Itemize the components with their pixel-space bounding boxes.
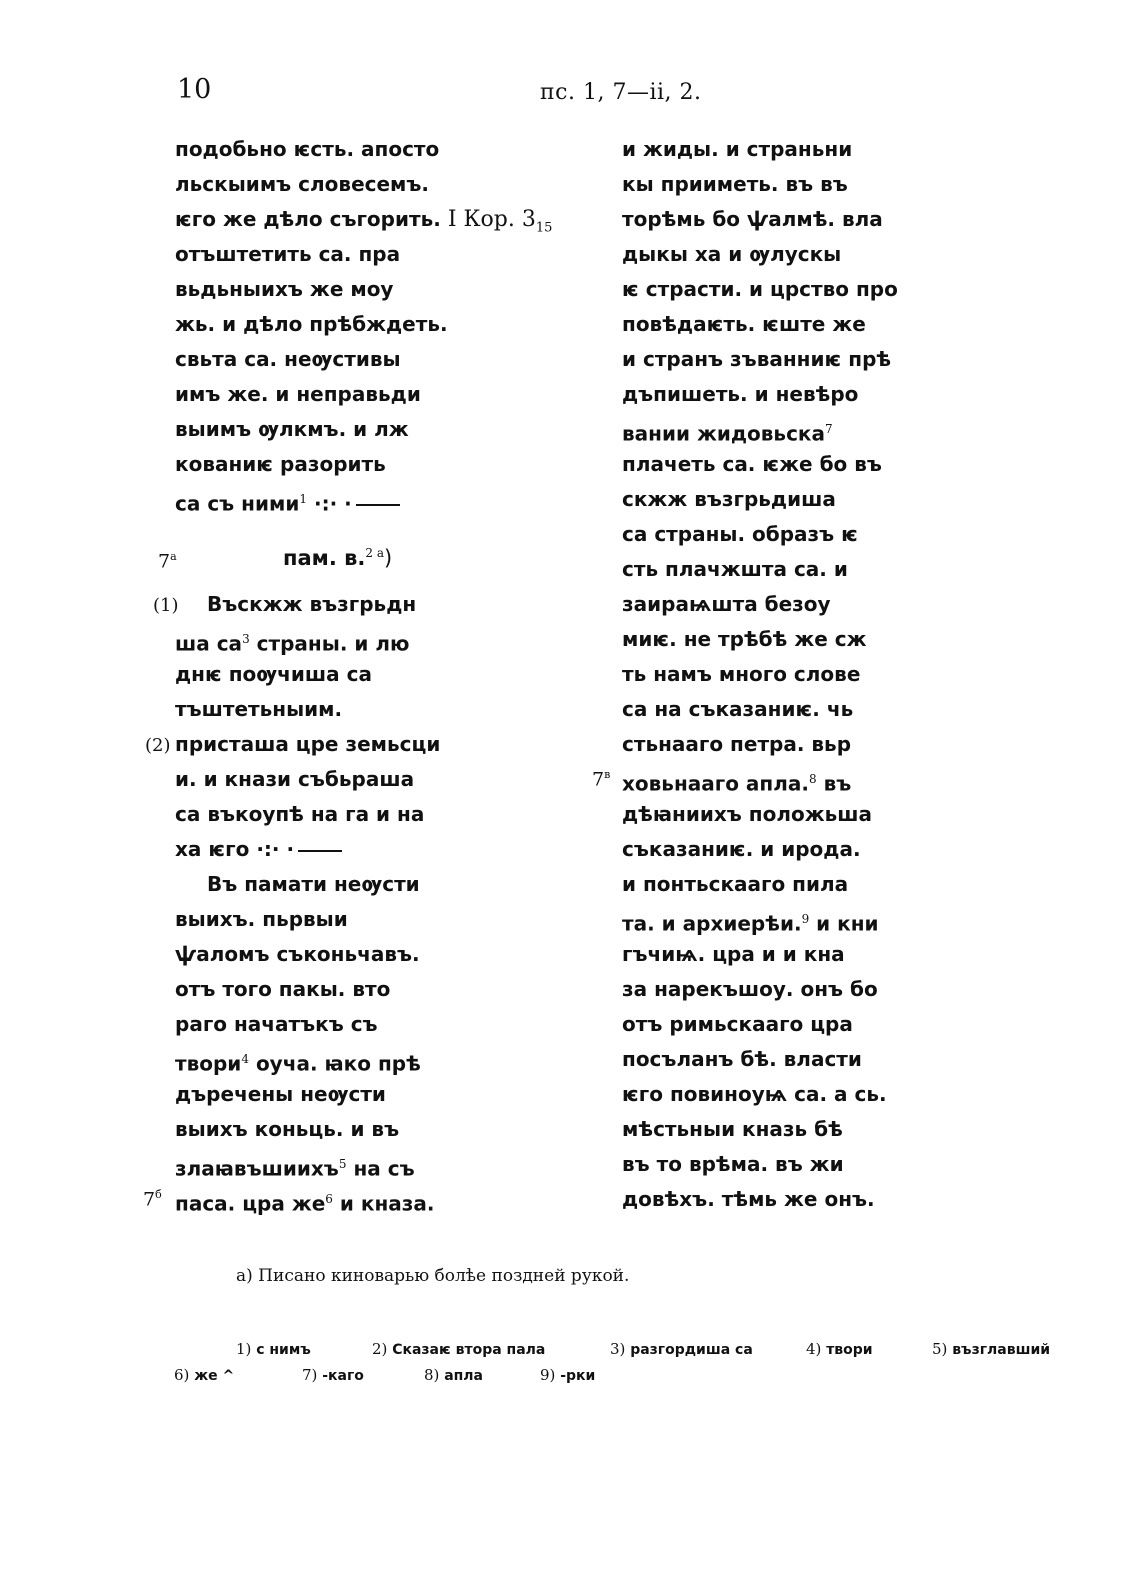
text-line: скжж възгрьдиша (622, 487, 836, 511)
footnote-item (610, 1340, 753, 1358)
text-line-content: ѥго же дѣло съгорить. (175, 207, 441, 231)
text-line: выимъ ѹлкмъ. и лж (175, 417, 409, 441)
footnote-number: 7) (302, 1366, 318, 1384)
text-line: днѥ поѹчиша са (175, 662, 372, 686)
text-line (175, 207, 552, 240)
text-line: отъ того пакы. вто (175, 977, 391, 1001)
footnote-ref: 3 (242, 632, 250, 646)
footnote-number: 1) (236, 1340, 252, 1358)
end-mark: ·:· · (256, 837, 295, 861)
footnote-number: 2) (372, 1340, 388, 1358)
marker-number: 7 (143, 1188, 156, 1211)
text-line: посъланъ бѣ. власти (622, 1047, 862, 1071)
end-rule (356, 504, 400, 506)
text-line: тъштетьныим. (175, 697, 343, 721)
text-line: ѥ страсти. и црство про (622, 277, 898, 301)
text-line (175, 487, 400, 516)
scripture-reference (447, 207, 553, 236)
text-line: са въкоупѣ на га и на (175, 802, 425, 826)
text-line: гъчиѩ. цра и и кна (622, 942, 845, 966)
text-line: подобьно ѥсть. апосто (175, 137, 440, 161)
text-line: кованиѥ разорить (175, 452, 386, 476)
footnote-item (302, 1366, 364, 1384)
marker-letter: б (155, 1188, 162, 1201)
text-line: стьнааго петра. вьр (622, 732, 852, 756)
footnote-item (236, 1340, 311, 1358)
footnote-variant: възглавший (952, 1342, 1051, 1358)
end-rule (298, 850, 342, 852)
text-line: и. и кнази събьраша (175, 767, 415, 791)
marker-letter: а (170, 550, 177, 563)
text-line: съказаниѥ. и ирода. (622, 837, 861, 861)
text-line: выихъ. пьрвыи (175, 907, 348, 931)
text-line: повѣдаѥть. ѥште же (622, 312, 866, 336)
text-line: вьдьныихъ же моу (175, 277, 394, 301)
footnote-variant: с нимъ (256, 1342, 311, 1358)
footnote-variant: Сказаѥ втора пала (392, 1342, 546, 1358)
text-line: имъ же. и неправьди (175, 382, 421, 406)
margin-marker-7b (143, 1188, 162, 1210)
footnote-item (372, 1340, 545, 1358)
footnote-variant: же ^ (194, 1368, 235, 1384)
text-line: плачеть са. ѥже бо въ (622, 452, 882, 476)
heading-footnote-ref: 2 а (365, 546, 385, 560)
text-line: и странъ зъванниѥ прѣ (622, 347, 892, 371)
text-line: ѥго повиноуѩ са. а сь. (622, 1082, 887, 1106)
margin-marker-7a (158, 550, 177, 572)
text-line-content: ша са (175, 631, 243, 656)
text-line-content: паса. цра же (175, 1191, 326, 1216)
text-line-content: са съ ними (175, 491, 300, 516)
running-head: пс. 1, 7—ii, 2. (540, 80, 702, 105)
footnote-number: 6) (174, 1366, 190, 1384)
text-line-content: и кни (816, 911, 879, 936)
text-line-content: въ (823, 771, 852, 796)
footnote-variant: -каго (322, 1368, 364, 1384)
footnote-variant: апла (444, 1368, 484, 1384)
footnote-ref: 4 (241, 1052, 249, 1066)
text-line: довѣхъ. тѣмь же онъ. (622, 1187, 875, 1211)
text-line: Въскжж възгрьдн (207, 592, 417, 616)
text-line: дъпишеть. и невѣро (622, 382, 859, 406)
footnote-variant: твори (826, 1342, 873, 1358)
footnote-number: 8) (424, 1366, 440, 1384)
text-line-content: та. и архиерѣи. (622, 911, 802, 936)
text-line: и жиды. и страньни (622, 137, 853, 161)
text-line: отъ римьскааго цра (622, 1012, 853, 1036)
text-line: дыкы ха и ѹлускы (622, 242, 842, 266)
text-line: свьта са. неѹстивы (175, 347, 401, 371)
footnote-item (174, 1366, 234, 1384)
verse-number: (2) (145, 735, 171, 756)
text-line-content: и кназа. (339, 1191, 435, 1216)
footnote-ref: 8 (808, 772, 817, 786)
text-line: сть плачжшта са. и (622, 557, 848, 581)
scripture-reference-text: I Кор. 3 (447, 207, 536, 232)
text-line: раго начатъкъ съ (175, 1012, 378, 1036)
text-line: за нарекъшоу. онъ бо (622, 977, 878, 1001)
marker-number: 7 (592, 768, 605, 791)
text-line (622, 907, 879, 936)
heading-tail: ) (384, 546, 393, 570)
text-line (175, 837, 342, 861)
footnote-ref: 5 (338, 1157, 347, 1171)
text-line: са на съказаниѥ. чь (622, 697, 854, 721)
verse-number: (1) (153, 595, 179, 616)
text-line: жь. и дѣло прѣбждеть. (175, 312, 448, 336)
text-line: ѱаломъ съконьчавъ. (175, 942, 420, 966)
marker-letter: в (604, 768, 611, 781)
footnote-variant: разгордиша са (630, 1342, 753, 1358)
footnote-item (806, 1340, 873, 1358)
text-line: льскыимъ словесемъ. (175, 172, 430, 196)
footnote-number: 3) (610, 1340, 626, 1358)
text-line: са страны. образъ ѥ (622, 522, 858, 546)
text-line (175, 627, 409, 656)
text-line: Въ памати неѹсти (207, 872, 420, 896)
text-line (175, 1047, 421, 1076)
text-line-content: ха ѥго (175, 837, 250, 861)
text-line: миѥ. не трѣбѣ же сж (622, 627, 867, 651)
footnote-item (424, 1366, 483, 1384)
text-line (175, 1152, 415, 1181)
text-line (622, 767, 851, 796)
text-line: кы прииметь. въ въ (622, 172, 848, 196)
text-line: ть намъ много слове (622, 662, 861, 686)
text-line (622, 417, 833, 446)
page-number: 10 (177, 74, 212, 105)
text-line-content: страны. и лю (256, 631, 410, 656)
footnote-ref: 1 (299, 492, 307, 506)
text-line: присташа цре земьсци (175, 732, 441, 756)
text-line-content: оуча. ꙗко прѣ (255, 1051, 421, 1076)
text-line: дъречены неѹсти (175, 1082, 386, 1106)
footnote-number: 5) (932, 1340, 948, 1358)
text-line-content: злаꙗвъшиихъ (175, 1156, 339, 1181)
footnote-number: 4) (806, 1340, 822, 1358)
footnote-ref: 9 (801, 912, 810, 926)
footnote-ref: 6 (325, 1192, 333, 1206)
scripture-reference-verse: 15 (535, 220, 553, 236)
text-line-content: твори (175, 1051, 242, 1076)
text-line: и понтьскааго пила (622, 872, 849, 896)
text-line-content: на съ (353, 1156, 415, 1181)
text-line (175, 1187, 435, 1216)
footnote-a: а) Писано киноварью болѣе поздней рукой. (236, 1266, 630, 1286)
footnote-variant: -рки (560, 1368, 596, 1384)
margin-marker-7v (592, 768, 610, 790)
text-line-content: ховьнааго апла. (622, 771, 809, 796)
text-line: мѣстьныи кназь бѣ (622, 1117, 843, 1141)
text-line: торѣмь бо ѱалмѣ. вла (622, 207, 883, 231)
footnote-ref: 7 (825, 422, 833, 436)
text-line-content: вании жидовьска (622, 421, 825, 446)
text-line: заираѩшта безоу (622, 592, 831, 616)
footnote-item (932, 1340, 1050, 1358)
text-line: отъштетить са. пра (175, 242, 401, 266)
section-heading (283, 546, 392, 570)
text-line: въ то врѣма. въ жи (622, 1152, 844, 1176)
heading-text: пам. в. (283, 546, 366, 570)
text-line: выихъ коньць. и въ (175, 1117, 400, 1141)
end-mark: ·:· · (313, 491, 352, 516)
footnote-item (540, 1366, 595, 1384)
footnote-number: 9) (540, 1366, 556, 1384)
marker-number: 7 (158, 550, 171, 573)
text-line: дѣꙗниихъ положьша (622, 802, 873, 826)
